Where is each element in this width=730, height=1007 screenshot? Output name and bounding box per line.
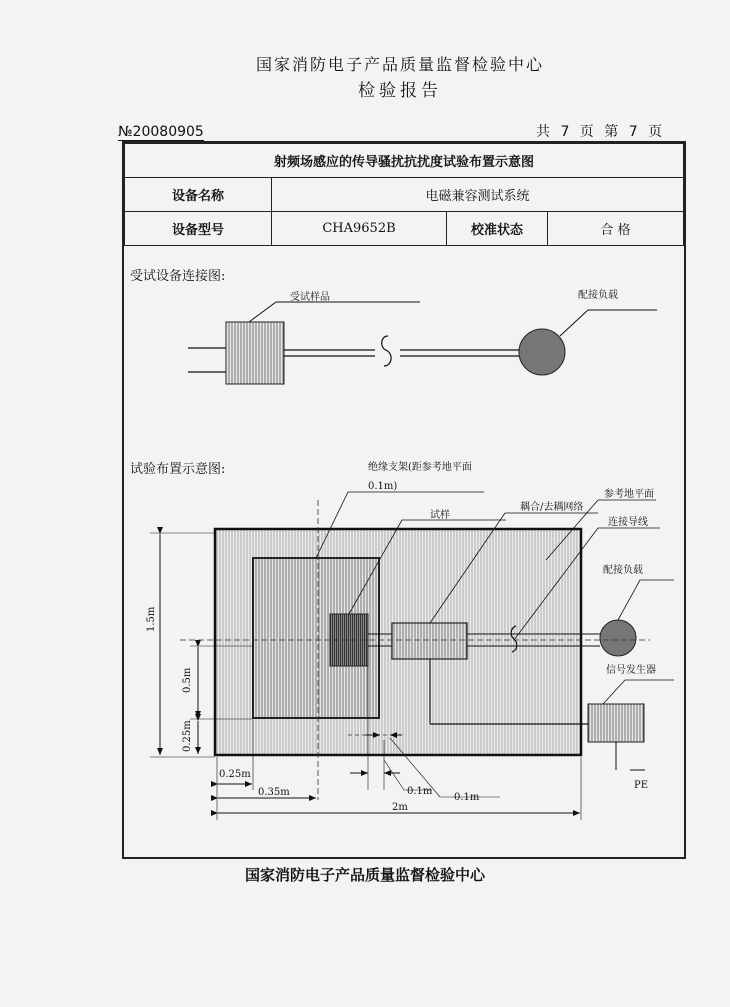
pe-label: PE — [634, 780, 649, 791]
load-circle — [519, 329, 565, 375]
dim-035: 0.35m — [258, 787, 290, 798]
page-info: 共 7 页 第 7 页 — [536, 124, 663, 140]
cdn-label: 耦合/去耦网络 — [520, 502, 584, 513]
dim-025h: 0.25m — [219, 769, 251, 780]
sample-label: 试样 — [430, 510, 450, 521]
support-label: 绝缘支架(距参考地平面 — [368, 462, 472, 473]
org-title: 国家消防电子产品质量监督检验中心 — [255, 55, 544, 74]
name-value: 电磁兼容测试系统 — [272, 178, 684, 212]
dim-height: 1.5m — [146, 606, 157, 632]
cdn-box — [392, 623, 467, 659]
report-title: 检验报告 — [358, 81, 442, 101]
model-value: CHA9652B — [272, 212, 447, 246]
name-label: 设备名称 — [125, 178, 272, 212]
break-symbol — [382, 336, 391, 366]
generator-label: 信号发生器 — [606, 665, 656, 676]
footer-org: 国家消防电子产品质量监督检验中心 — [244, 866, 485, 884]
dim-05: 0.5m — [182, 667, 193, 693]
report-number: №20080905 — [118, 124, 204, 140]
calib-value: 合 格 — [548, 212, 684, 246]
dim-2: 2m — [392, 802, 408, 813]
ground-label: 参考地平面 — [604, 489, 654, 500]
dim-01a: 0.1m — [407, 786, 433, 797]
connection-diagram — [188, 302, 657, 384]
layout-heading: 试验布置示意图: — [130, 462, 226, 477]
eut-label: 受试样品 — [290, 292, 330, 303]
connection-heading: 受试设备连接图: — [130, 269, 226, 284]
layout-load-label: 配接负载 — [603, 565, 643, 576]
dim-025v: 0.25m — [182, 720, 193, 752]
model-label: 设备型号 — [125, 212, 272, 246]
dim-01b: 0.1m — [454, 792, 480, 803]
signal-generator — [588, 704, 644, 742]
cable-label: 连接导线 — [608, 517, 648, 528]
eut-box — [226, 322, 284, 384]
calib-label: 校准状态 — [447, 212, 548, 246]
table-title: 射频场感应的传导骚扰抗扰度试验布置示意图 — [125, 144, 684, 178]
conn-load-label: 配接负载 — [578, 290, 618, 301]
layout-load-circle — [600, 620, 636, 656]
support-label-2: 0.1m) — [368, 481, 398, 492]
